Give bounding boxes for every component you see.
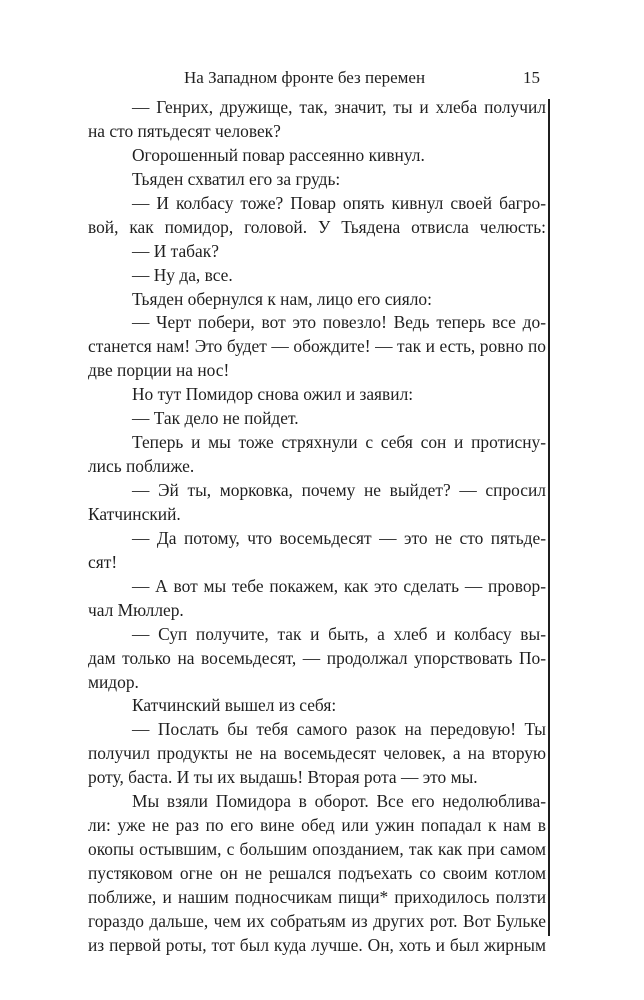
text-line: — Ну да, все. — [132, 264, 233, 285]
text-line: — Генрих, дружище, так, значит, ты и хлеба получил — [132, 97, 546, 117]
text-line: гораздо дальше, чем их собратьям из других рот. Вот Бульке — [88, 910, 546, 931]
text-line: вой, как помидор, головой. У Тьядена отвисла челюсть: — [88, 216, 546, 237]
text-line: роту, баста. И ты их выдашь! Вторая рота — это мы. — [88, 767, 478, 788]
body-text — [88, 96, 546, 958]
text-line: Катчинский вышел из себя: — [132, 695, 337, 716]
text-line: дам только на восемьдесят, — продолжал упорствовать По- — [88, 647, 546, 668]
text-line: — Да потому, что восемьдесят — это не сто пятьде- — [132, 527, 546, 548]
text-line: — И табак? — [132, 240, 219, 261]
text-line: пустяковом огне он не решался подъехать со своим котлом — [88, 863, 546, 883]
text-line: — Так дело не пойдет. — [132, 408, 299, 429]
text-line: из первой роты, тот был куда лучше. Он, хоть и был жирным — [88, 934, 546, 955]
page-number: 15 — [523, 68, 540, 87]
margin-rule — [548, 99, 550, 936]
text-line: Мы взяли Помидора в оборот. Все его недолюблива- — [132, 791, 546, 812]
running-title: На Западном фронте без перемен — [184, 68, 426, 87]
text-line: станется нам! Это будет — обождите! — так и есть, ровно по — [88, 336, 546, 357]
text-line: две порции на нос! — [88, 360, 230, 381]
text-line: поближе, и нашим подносчикам пищи* приходилось ползти — [88, 886, 546, 907]
text-line: — А вот мы тебе покажем, как это сделать — провор- — [132, 575, 546, 596]
text-line: — Черт побери, вот это повезло! Ведь теперь все до- — [132, 312, 546, 333]
text-line: Тьяден схватил его за грудь: — [132, 168, 341, 189]
text-line: — Суп получите, так и быть, а хлеб и колбасу вы- — [132, 623, 546, 644]
text-line: Но тут Помидор снова ожил и заявил: — [132, 384, 414, 405]
text-line: получил продукты не на восемьдесят человек, а на вторую — [88, 743, 546, 764]
text-line: ли: уже не раз по его вине обед или ужин попадал к нам в — [88, 815, 546, 836]
text-line: лись поближе. — [88, 456, 195, 477]
text-line: — Послать бы тебя самого разок на передовую! Ты — [132, 719, 546, 740]
text-line: Катчинский. — [88, 503, 181, 524]
text-line: — И колбасу тоже? Повар опять кивнул своей багро- — [132, 192, 546, 213]
text-line: Огорошенный повар рассеянно кивнул. — [132, 144, 425, 165]
text-line: мидор. — [88, 671, 139, 692]
text-line: на сто пятьдесят человек? — [88, 120, 281, 141]
text-line: — Эй ты, морковка, почему не выйдет? — спросил — [132, 480, 546, 500]
text-line: Тьяден обернулся к нам, лицо его сияло: — [132, 288, 432, 309]
text-line: сят! — [88, 551, 118, 572]
text-line: чал Мюллер. — [88, 599, 184, 620]
running-head — [88, 66, 540, 90]
text-line: окопы остывшим, с большим опозданием, так как при самом — [88, 839, 546, 860]
text-line: Теперь и мы тоже стряхнули с себя сон и протисну- — [132, 432, 546, 453]
